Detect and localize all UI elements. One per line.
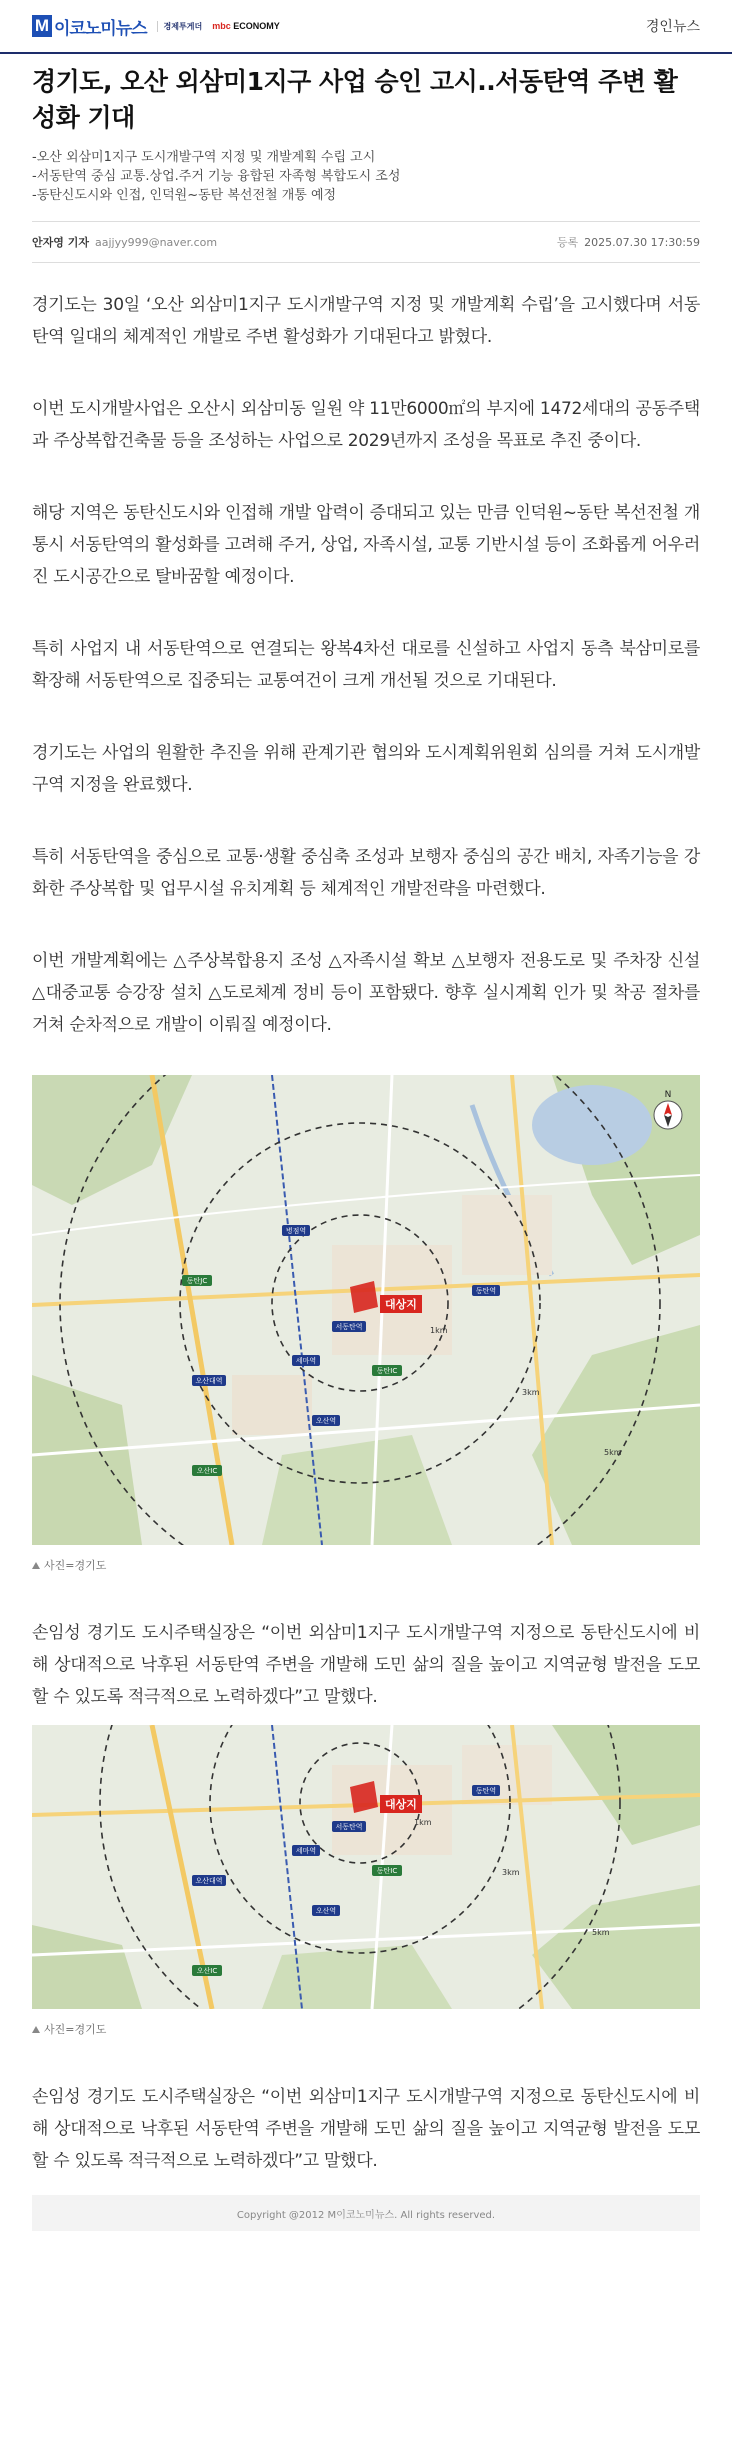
publish-date: [557, 234, 700, 250]
article-byline: [32, 221, 700, 263]
caption-text: 사진=경기도: [44, 2023, 107, 2036]
subhead-2: -서동탄역 중심 교통.상업.주거 기능 융합된 자족형 복합도시 조성: [32, 169, 401, 184]
site-label: 대상지: [385, 1298, 417, 1311]
article-subheads: [0, 136, 440, 205]
map-figure-2: [32, 1725, 700, 2037]
site-logo[interactable]: [32, 14, 147, 39]
ring-label: 1km: [430, 1326, 448, 1335]
station-label: 오산IC: [196, 1967, 218, 1975]
station-label: 오산역: [315, 1907, 337, 1915]
station-label: 동탄역: [475, 1287, 497, 1295]
subhead-3: -동탄신도시와 인접, 인덕원~동탄 복선전철 개통 예정: [32, 188, 337, 203]
date-value: 2025.07.30 17:30:59: [584, 236, 700, 249]
station-label: 서동탄역: [335, 1323, 363, 1331]
station-label: 동탄IC: [376, 1367, 398, 1375]
article-body: [0, 263, 732, 2177]
paragraph: 경기도는 30일 ‘오산 외삼미1지구 도시개발구역 지정 및 개발계획 수립’을 고시했다며 서동탄역 일대의 체계적인 개발로 주변 활성화가 기대된다고 밝혔다.: [32, 295, 700, 347]
section-link-gyeongin[interactable]: 경인뉴스: [645, 19, 700, 35]
partner-logo-2-b: ECONOMY: [233, 21, 280, 31]
station-label: 서동탄역: [335, 1823, 363, 1831]
ring-label: 5km: [592, 1928, 610, 1937]
station-label: 세마역: [295, 1357, 317, 1365]
map-figure-1: [32, 1075, 700, 1573]
caption-triangle-icon: [32, 1562, 40, 1569]
station-label: 오산IC: [196, 1467, 218, 1475]
paragraph: 해당 지역은 동탄신도시와 인접해 개발 압력이 증대되고 있는 만큼 인덕원~동탄 복선전철 개통시 서동탄역의 활성화를 고려해 주거, 상업, 자족시설, 교통 기반시설 등이 조화롭게 어우러진 도시공간으로 탈바꿈할 예정이다.: [32, 503, 700, 587]
paragraph: 이번 도시개발사업은 오산시 외삼미동 일원 약 11만6000㎡의 부지에 1472세대의 공동주택과 주상복합건축물 등을 조성하는 사업으로 2029년까지 조성을 목표로 추진 중이다.: [32, 399, 700, 451]
partner-logo-2-a: mbc: [212, 21, 231, 31]
ring-label: 5km: [604, 1448, 622, 1457]
reporter-info: [32, 234, 217, 250]
caption-text: 사진=경기도: [44, 1559, 107, 1572]
site-footer: [32, 2195, 700, 2231]
paragraph: 경기도는 사업의 원활한 추진을 위해 관계기관 협의와 도시계획위원회 심의를 거쳐 도시개발구역 지정을 완료했다.: [32, 743, 700, 795]
logo-text: 이코노미뉴스: [54, 18, 147, 38]
station-label: 동탄역: [475, 1787, 497, 1795]
figure-caption: [32, 2021, 700, 2037]
paragraph: 이번 개발계획에는 △주상복합용지 조성 △자족시설 확보 △보행자 전용도로 및 주차장 신설 △대중교통 승강장 설치 △도로체계 정비 등이 포함됐다. 향후 실시계획 인가 및 착공 절차를 거쳐 순차적으로 개발이 이뤄질 예정이다.: [32, 951, 700, 1035]
site-location-map-2[interactable]: [32, 1725, 700, 2009]
article-headline: 경기도, 오산 외삼미1지구 사업 승인 고시..서동탄역 주변 활성화 기대: [32, 67, 678, 132]
partner-logo-2[interactable]: [212, 21, 280, 31]
partner-logo-1[interactable]: [157, 21, 203, 32]
figure-caption: [32, 1557, 700, 1573]
logo-mark: M: [32, 15, 52, 37]
reporter-name: 안자영 기자: [32, 236, 89, 249]
quote-paragraph: 손임성 경기도 도시주택실장은 “이번 외삼미1지구 도시개발구역 지정으로 동탄신도시에 비해 상대적으로 낙후된 서동탄역 주변을 개발해 도민 삶의 질을 높이고 지역균형 발전을 도모할 수 있도록 적극적으로 노력하겠다”고 말했다.: [32, 1623, 700, 1707]
copyright-text: Copyright @2012 M이코노미뉴스. All rights reserved.: [236, 2209, 496, 2221]
logo-group[interactable]: [32, 14, 280, 39]
paragraph: 특히 사업지 내 서동탄역으로 연결되는 왕복4차선 대로를 신설하고 사업지 동측 북삼미로를 확장해 서동탄역으로 집중되는 교통여건이 크게 개선될 것으로 기대된다.: [32, 639, 700, 691]
caption-triangle-icon: [32, 2026, 40, 2033]
station-label: 동탄IC: [376, 1867, 398, 1875]
ring-label: 1km: [414, 1818, 432, 1827]
ring-label: 3km: [522, 1388, 540, 1397]
north-label: N: [664, 1090, 672, 1100]
station-label: 오산대역: [195, 1377, 223, 1385]
paragraph: 특히 서동탄역을 중심으로 교통·생활 중심축 조성과 보행자 중심의 공간 배치, 자족기능을 강화한 주상복합 및 업무시설 유치계획 등 체계적인 개발전략을 마련했다.: [32, 847, 700, 899]
date-label: 등록: [556, 236, 579, 249]
quote-paragraph: 손임성 경기도 도시주택실장은 “이번 외삼미1지구 도시개발구역 지정으로 동탄신도시에 비해 상대적으로 낙후된 서동탄역 주변을 개발해 도민 삶의 질을 높이고 지역균형 발전을 도모할 수 있도록 적극적으로 노력하겠다”고 말했다.: [32, 2087, 700, 2171]
subhead-1: -오산 외삼미1지구 도시개발구역 지정 및 개발계획 수립 고시: [32, 150, 376, 165]
station-label: 병점역: [285, 1227, 307, 1235]
reporter-email[interactable]: aajjyy999@naver.com: [94, 236, 218, 249]
site-location-map[interactable]: [32, 1075, 700, 1545]
partner-logo-1-text: 경제투게더: [163, 21, 203, 31]
site-label: 대상지: [385, 1798, 417, 1811]
ring-label: 3km: [502, 1868, 520, 1877]
station-label: 오산대역: [195, 1877, 223, 1885]
page-bottom-spacer: [0, 2231, 732, 2265]
station-label: 오산역: [315, 1417, 337, 1425]
station-label: 동탄JC: [186, 1277, 208, 1285]
site-header: [0, 0, 732, 54]
station-label: 세마역: [295, 1847, 317, 1855]
